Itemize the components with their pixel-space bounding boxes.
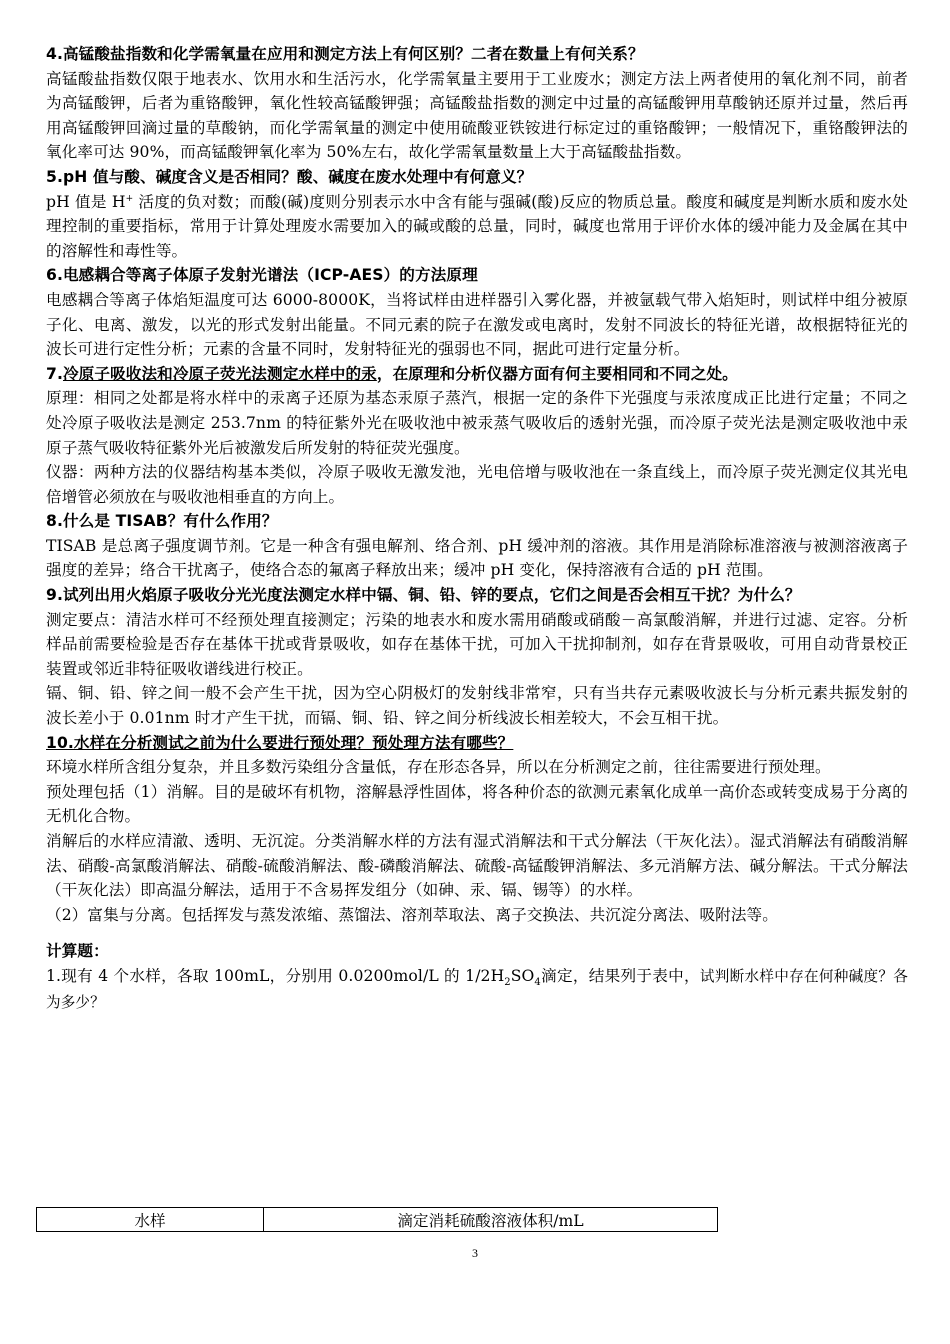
calc-text: 1.现有 4 个水样，各取 100mL，分别用 0.0200mol/L 的 1/2H [46, 966, 505, 985]
question-5-title: 5.pH 值与酸、碱度含义是否相同？酸、碱度在废水处理中有何意义？ [46, 167, 533, 186]
table-header-volume: 滴定消耗硫酸溶液体积/mL [264, 1208, 718, 1232]
answer-part: 活度的负对数；而酸(碱)度则分别表示水中含有能与强碱(酸)反应的物质总量。酸度和碱度是判断水质和废水处理控制的重要指标，常用于计算处理废水需要加入的碱或酸的总量，同时，碱度也常用于评价水体的缓冲能力及金属在其中的溶解性和毒性等。 [46, 192, 908, 260]
table-header-row [37, 1208, 718, 1232]
question-6-title: 6.电感耦合等离子体原子发射光谱法（ICP-AES）的方法原理 [46, 266, 478, 285]
question-10-paragraph-1: 环境水样所含组分复杂，并且多数污染组分含量低，存在形态各异，所以在分析测定之前，往往需要进行预处理。 [46, 758, 831, 777]
question-number: 7. [46, 364, 63, 383]
question-7-title [46, 362, 908, 387]
document-body [46, 42, 908, 1015]
subscript: 2 [504, 977, 511, 989]
superscript: + [125, 193, 134, 204]
question-10-paragraph-3: 消解后的水样应清澈、透明、无沉淀。分类消解水样的方法有湿式消解法和干式分解法（干灰化法）。湿式消解法有硝酸消解法、硝酸-高氯酸消解法、硝酸-硫酸消解法、酸-磷酸消解法、硫酸-高锰酸钾消解法、多元消解方法、碱分解法。干式分解法（干灰化法）即高温分解法，适用于不含易挥发组分（如砷、汞、镉、锡等）的水样。 [46, 832, 908, 900]
question-8-answer: TISAB 是总离子强度调节剂。它是一种含有强电解剂、络合剂、pH 缓冲剂的溶液。其作用是消除标准溶液与被测溶液离子强度的差异；络合干扰离子，使络合态的氟离子释放出来；缓冲 pH 变化，保持溶液有合适的 pH 范围。 [46, 536, 908, 580]
table-header-sample: 水样 [37, 1208, 264, 1232]
calc-question-1 [46, 964, 908, 1015]
question-8-title: 8.什么是 TISAB？有什么作用？ [46, 512, 278, 531]
calc-heading: 计算题： [46, 942, 109, 961]
answer-part: pH 值是 H [46, 192, 126, 211]
question-10-paragraph-2: 预处理包括（1）消解。目的是破坏有机物，溶解悬浮性固体，将各种价态的欲测元素氧化成单一高价态或转变成易于分离的无机化合物。 [46, 782, 908, 826]
question-7-principle: 原理：相同之处都是将水样中的汞离子还原为基态汞原子蒸汽，根据一定的条件下光强度与汞浓度成正比进行定量；不同之处冷原子吸收法是测定 253.7nm 的特征紫外光在吸收池中被汞蒸气吸收后的透射光强，而冷原子荧光法是测定吸收池中汞原子蒸气吸收特征紫外光后被激发后所发射的特征荧光强度。 [46, 389, 908, 457]
question-5-answer [46, 190, 908, 264]
question-7-instrument: 仪器：两种方法的仪器结构基本类似，冷原子吸收无激发池，光电倍增与吸收池在一条直线上，而冷原子荧光测定仪其光电倍增管必须放在与吸收池相垂直的方向上。 [46, 463, 908, 506]
question-6-answer: 电感耦合等离子体焰矩温度可达 6000-8000K，当将试样由进样器引入雾化器，并被氩载气带入焰矩时，则试样中组分被原子化、电离、激发，以光的形式发射出能量。不同元素的院子在激发或电离时，发射不同波长的特征光谱，故根据特征光的波长可进行定性分析；元素的含量不同时，发射特征光的强弱也不同，据此可进行定量分析。 [46, 290, 908, 359]
question-9-title: 9.试列出用火焰原子吸收分光光度法测定水样中镉、铜、铅、锌的要点，它们之间是否会相互干扰？为什么？ [46, 586, 801, 605]
calc-text-small: 试判断水样中存在何种碱度？各为多少？ [46, 967, 908, 1011]
underlined-title: 冷原子吸收法和冷原子荧光法测定水样中的汞 [62, 364, 377, 383]
subscript: 4 [534, 977, 541, 989]
question-4-title: 4.高锰酸盐指数和化学需氧量在应用和测定方法上有何区别？二者在数量上有何关系？ [46, 45, 644, 63]
question-10-title: 10.水样在分析测试之前为什么要进行预处理？预处理方法有哪些？ [46, 733, 514, 752]
spacer [46, 927, 908, 935]
calc-text: SO [510, 966, 535, 985]
question-9-answer-2: 镉、铜、铅、锌之间一般不会产生干扰，因为空心阴极灯的发射线非常窄，只有当共存元素吸收波长与分析元素共振发射的波长差小于 0.01nm 时才产生干扰，而镉、铜、铅、锌之间分析线波长相差较大，不会互相干扰。 [46, 684, 908, 728]
titration-table [36, 1207, 718, 1232]
question-10-paragraph-4: （2）富集与分离。包括挥发与蒸发浓缩、蒸馏法、溶剂萃取法、离子交换法、共沉淀分离法、吸附法等。 [46, 905, 778, 924]
calc-text: 滴定，结果列于表中， [540, 966, 700, 985]
title-rest: ，在原理和分析仪器方面有何主要相同和不同之处。 [376, 364, 738, 383]
page-number: 3 [472, 1246, 478, 1260]
question-9-answer-1: 测定要点：清洁水样可不经预处理直接测定；污染的地表水和废水需用硝酸或硝酸－高氯酸消解，并进行过滤、定容。分析样品前需要检验是否存在基体干扰或背景吸收，如存在基体干扰，可加入干扰抑制剂，如存在背景吸收，可用自动背景校正装置或邻近非特征吸收谱线进行校正。 [46, 610, 908, 678]
question-4-answer: 高锰酸盐指数仅限于地表水、饮用水和生活污水，化学需氧量主要用于工业废水；测定方法上两者使用的氧化剂不同，前者为高锰酸钾，后者为重铬酸钾，氧化性较高锰酸钾强；高锰酸盐指数的测定中过量的高锰酸钾用草酸钠还原并过量，然后再用高锰酸钾回滴过量的草酸钠，而化学需氧量的测定中使用硫酸亚铁铵进行标定过的重铬酸钾；一般情况下，重铬酸钾法的氧化率可达 90%，而高锰酸钾氧化率为 50%左右，故化学需氧量数量上大于高锰酸盐指数。 [46, 69, 908, 162]
